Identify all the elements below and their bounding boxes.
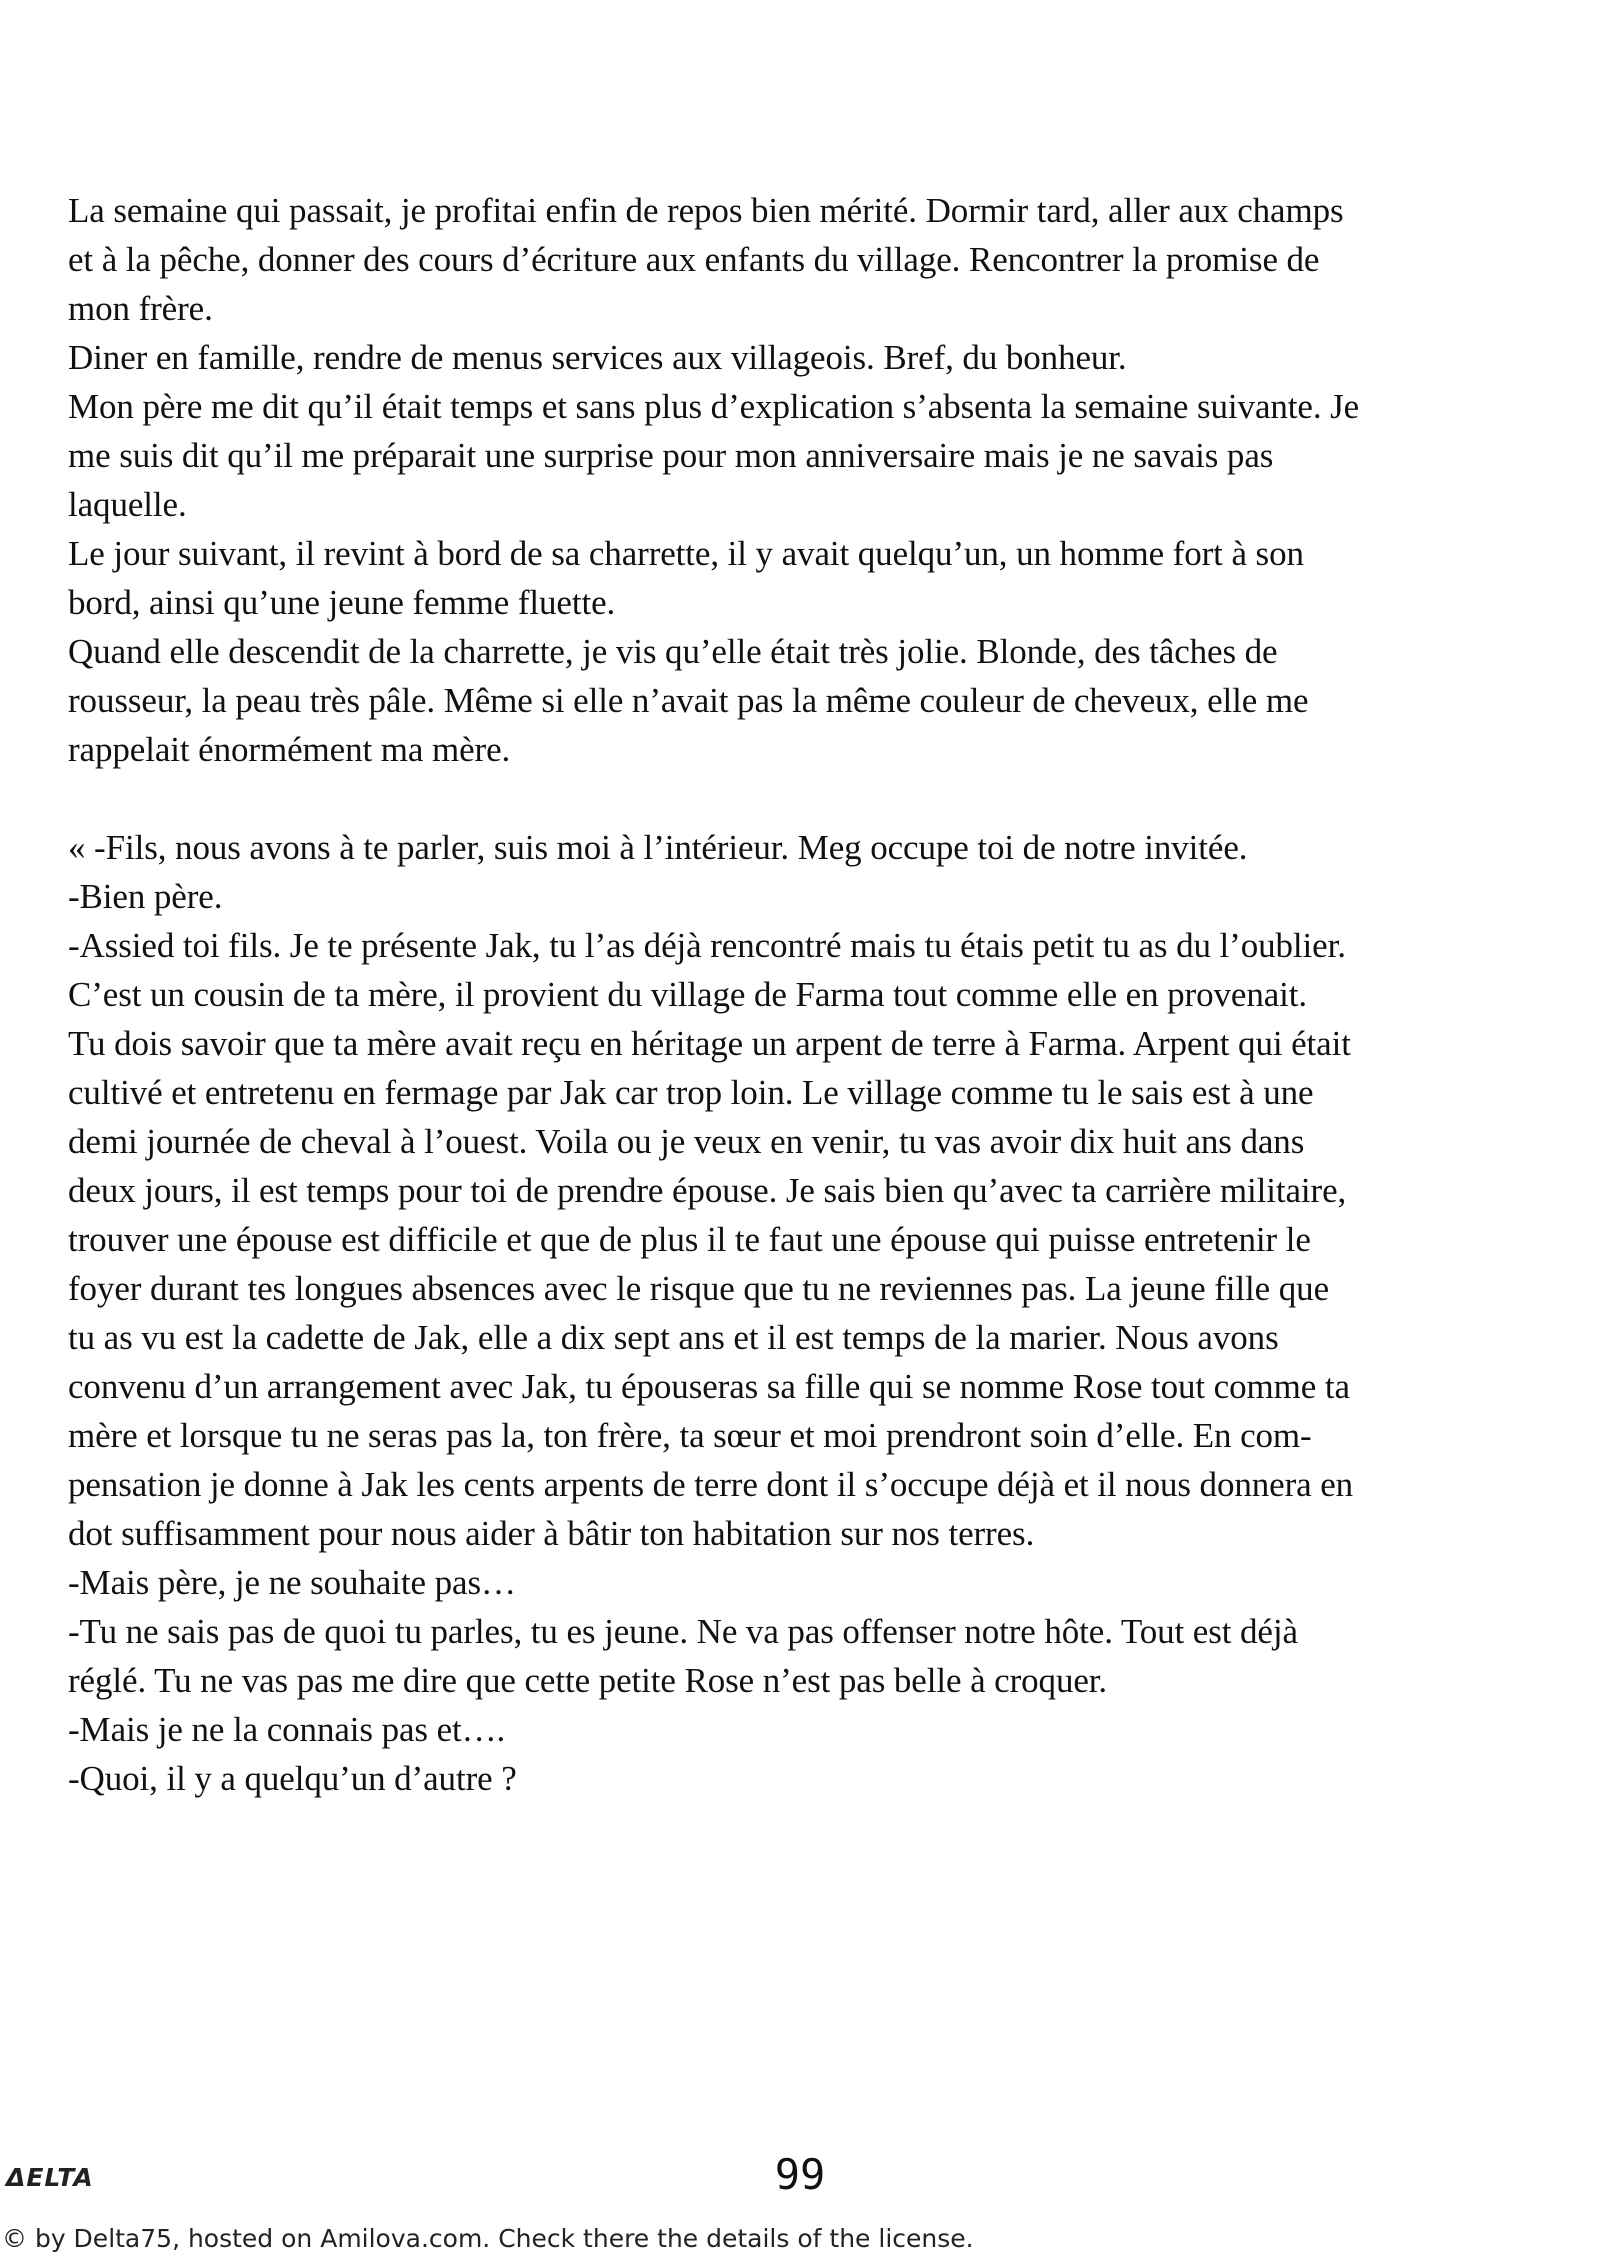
text-line: deux jours, il est temps pour toi de prendre épouse. Je sais bien qu’avec ta carrière militaire, — [68, 1171, 1347, 1210]
text-line: tu as vu est la cadette de Jak, elle a dix sept ans et il est temps de la marier. Nous avons — [68, 1318, 1279, 1357]
text-line: -Quoi, il y a quelqu’un d’autre ? — [68, 1759, 517, 1798]
text-line: La semaine qui passait, je profitai enfin de repos bien mérité. Dormir tard, aller aux champs — [68, 191, 1344, 230]
text-line: réglé. Tu ne vas pas me dire que cette petite Rose n’est pas belle à croquer. — [68, 1661, 1108, 1700]
text-line: -Mais père, je ne souhaite pas… — [68, 1563, 516, 1602]
text-line: dot suffisamment pour nous aider à bâtir ton habitation sur nos terres. — [68, 1514, 1035, 1553]
text-line: Mon père me dit qu’il était temps et sans plus d’explication s’absenta la semaine suivante. Je — [68, 387, 1360, 426]
text-line: et à la pêche, donner des cours d’écriture aux enfants du village. Rencontrer la promise de — [68, 240, 1320, 279]
paragraph-narration — [68, 186, 1588, 774]
text-line: -Bien père. — [68, 877, 223, 916]
text-line: « -Fils, nous avons à te parler, suis moi à l’intérieur. Meg occupe toi de notre invitée. — [68, 828, 1248, 867]
paragraph-dialogue — [68, 823, 1588, 1803]
text-line: pensation je donne à Jak les cents arpents de terre dont il s’occupe déjà et il nous donnera en — [68, 1465, 1354, 1504]
text-line: bord, ainsi qu’une jeune femme fluette. — [68, 583, 616, 622]
text-line: Diner en famille, rendre de menus services aux villageois. Bref, du bonheur. — [68, 338, 1127, 377]
text-line: laquelle. — [68, 485, 187, 524]
text-line: Quand elle descendit de la charrette, je vis qu’elle était très jolie. Blonde, des tâches de — [68, 632, 1278, 671]
text-line: -Tu ne sais pas de quoi tu parles, tu es jeune. Ne va pas offenser notre hôte. Tout est déjà — [68, 1612, 1298, 1651]
text-line: mère et lorsque tu ne seras pas la, ton frère, ta sœur et moi prendront soin d’elle. En com- — [68, 1416, 1312, 1455]
text-line: Le jour suivant, il revint à bord de sa charrette, il y avait quelqu’un, un homme fort à son — [68, 534, 1304, 573]
license-credit: © by Delta75, hosted on Amilova.com. Check there the details of the license. — [2, 2224, 974, 2253]
text-line: C’est un cousin de ta mère, il provient du village de Farma tout comme elle en provenait. — [68, 975, 1308, 1014]
text-line: -Assied toi fils. Je te présente Jak, tu l’as déjà rencontré mais tu étais petit tu as du l’oublier. — [68, 926, 1346, 965]
text-line: me suis dit qu’il me préparait une surprise pour mon anniversaire mais je ne savais pas — [68, 436, 1274, 475]
text-line: demi journée de cheval à l’ouest. Voila ou je veux en venir, tu vas avoir dix huit ans dans — [68, 1122, 1305, 1161]
text-line: -Mais je ne la connais pas et…. — [68, 1710, 506, 1749]
text-line: mon frère. — [68, 289, 213, 328]
page-number: 99 — [774, 2150, 826, 2199]
text-line: convenu d’un arrangement avec Jak, tu épouseras sa fille qui se nomme Rose tout comme ta — [68, 1367, 1350, 1406]
text-line: rappelait énormément ma mère. — [68, 730, 511, 769]
text-line: trouver une épouse est difficile et que de plus il te faut une épouse qui puisse entretenir le — [68, 1220, 1311, 1259]
text-line: rousseur, la peau très pâle. Même si elle n’avait pas la même couleur de cheveux, elle me — [68, 681, 1309, 720]
text-line: Tu dois savoir que ta mère avait reçu en héritage un arpent de terre à Farma. Arpent qui était — [68, 1024, 1351, 1063]
delta-logo: ΔELTA — [6, 2163, 94, 2192]
text-line: foyer durant tes longues absences avec le risque que tu ne reviennes pas. La jeune fille que — [68, 1269, 1330, 1308]
text-line: cultivé et entretenu en fermage par Jak car trop loin. Le village comme tu le sais est à une — [68, 1073, 1314, 1112]
